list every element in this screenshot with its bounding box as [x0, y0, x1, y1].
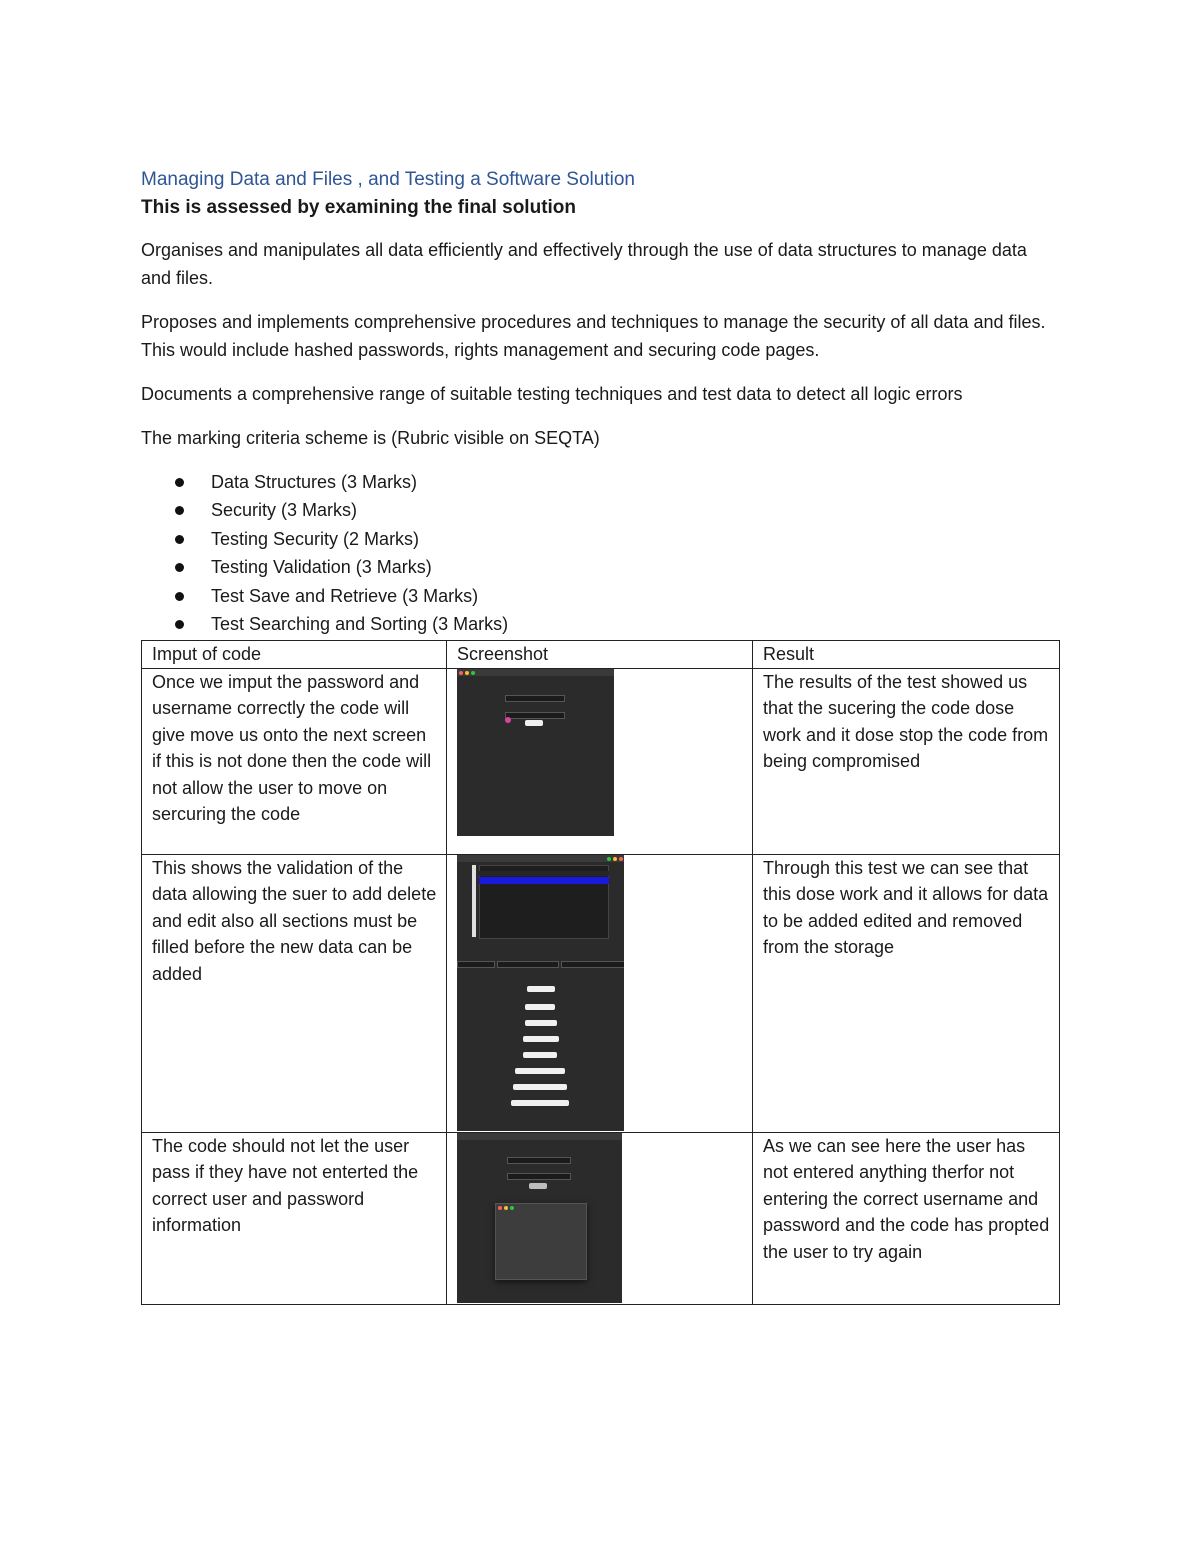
login-screenshot-image	[457, 669, 614, 836]
login-button-image	[529, 1183, 547, 1189]
document-page	[141, 166, 1059, 1305]
paragraph-data-structures: Organises and manipulates all data efficiently and effectively through the use of data structures to manage data and files.	[141, 240, 1027, 288]
paragraph-testing: Documents a comprehensive range of suitable testing techniques and test data to detect all logic errors	[141, 384, 963, 404]
table-header-screenshot: Screenshot	[447, 641, 753, 669]
screenshot-cell	[447, 668, 753, 854]
table-header-row	[142, 641, 1060, 669]
criteria-item: Test Searching and Sorting (3 Marks)	[141, 610, 1059, 638]
minimize-light-icon	[613, 857, 617, 861]
entry-field	[457, 961, 495, 968]
search-button-image	[515, 1068, 565, 1074]
result-cell: As we can see here the user has not entered anything therfor not entering the correct username and password and the code has propted the user to try again	[753, 1132, 1060, 1304]
entry-field	[497, 961, 559, 968]
criteria-item: Testing Validation (3 Marks)	[141, 553, 1059, 581]
bullet-icon	[175, 592, 184, 601]
close-light-icon	[498, 1206, 502, 1210]
delete-button-image	[525, 1004, 555, 1010]
sort-button-image	[513, 1084, 567, 1090]
test-table	[141, 640, 1060, 1305]
document-subheading: This is assessed by examining the final solution	[141, 197, 577, 218]
bullet-icon	[175, 506, 184, 515]
window-titlebar	[457, 669, 614, 676]
criteria-item: Data Structures (3 Marks)	[141, 468, 1059, 496]
input-cell: The code should not let the user pass if they have not enterted the correct user and password information	[142, 1132, 447, 1304]
selected-row	[479, 877, 609, 884]
table-row	[142, 854, 1060, 1132]
input-cell: Once we imput the password and username correctly the code will give move us onto the next screen if this is not done then the code will not allow the user to move on sercuring the code	[142, 668, 447, 854]
password-field	[507, 1173, 571, 1180]
paragraph-security: Proposes and implements comprehensive procedures and techniques to manage the security of all data and files. This would include hashed passwords, rights management and securing code pages.	[141, 312, 1046, 360]
username-field	[505, 695, 565, 702]
bullet-icon	[175, 563, 184, 572]
document-heading: Managing Data and Files , and Testing a Software Solution	[141, 169, 635, 190]
pink-marker-icon	[505, 717, 511, 723]
criteria-intro: The marking criteria scheme is (Rubric visible on SEQTA)	[141, 428, 600, 448]
username-field	[507, 1157, 571, 1164]
result-cell: Through this test we can see that this dose work and it allows for data to be added edited and removed from the storage	[753, 854, 1060, 1132]
entry-field	[561, 961, 624, 968]
table-row	[142, 668, 1060, 854]
criteria-item: Testing Security (2 Marks)	[141, 525, 1059, 553]
table-header-result: Result	[753, 641, 1060, 669]
window-titlebar	[457, 855, 624, 862]
load-button-image	[523, 1052, 557, 1058]
zoom-light-icon	[607, 857, 611, 861]
data-list-header	[479, 871, 609, 876]
save-button-image	[523, 1036, 559, 1042]
bullet-icon	[175, 478, 184, 487]
edit-button-image	[525, 1020, 557, 1026]
bullet-icon	[175, 535, 184, 544]
table-row	[142, 1132, 1060, 1304]
result-cell: The results of the test showed us that the sucering the code dose work and it dose stop the code from being compromised	[753, 668, 1060, 854]
add-button-image	[527, 986, 555, 992]
bullet-icon	[175, 620, 184, 629]
input-cell: This shows the validation of the data allowing the suer to add delete and edit also all sections must be filled before the new data can be added	[142, 854, 447, 1132]
password-field	[505, 712, 565, 719]
criteria-item: Security (3 Marks)	[141, 496, 1059, 524]
window-titlebar	[457, 1133, 622, 1140]
close-light-icon	[619, 857, 623, 861]
minimize-light-icon	[504, 1206, 508, 1210]
data-manager-screenshot-image	[457, 855, 624, 1131]
zoom-light-icon	[471, 671, 475, 675]
scrollbar	[472, 865, 476, 937]
minimize-light-icon	[465, 671, 469, 675]
screenshot-cell	[447, 854, 753, 1132]
criteria-list	[141, 468, 1059, 638]
error-dialog-image	[495, 1203, 587, 1280]
login-error-screenshot-image	[457, 1133, 622, 1303]
screenshot-cell	[447, 1132, 753, 1304]
criteria-item: Test Save and Retrieve (3 Marks)	[141, 582, 1059, 610]
login-button-image	[525, 720, 543, 726]
close-light-icon	[459, 671, 463, 675]
table-header-input: Imput of code	[142, 641, 447, 669]
sort-by-button-image	[511, 1100, 569, 1106]
zoom-light-icon	[510, 1206, 514, 1210]
